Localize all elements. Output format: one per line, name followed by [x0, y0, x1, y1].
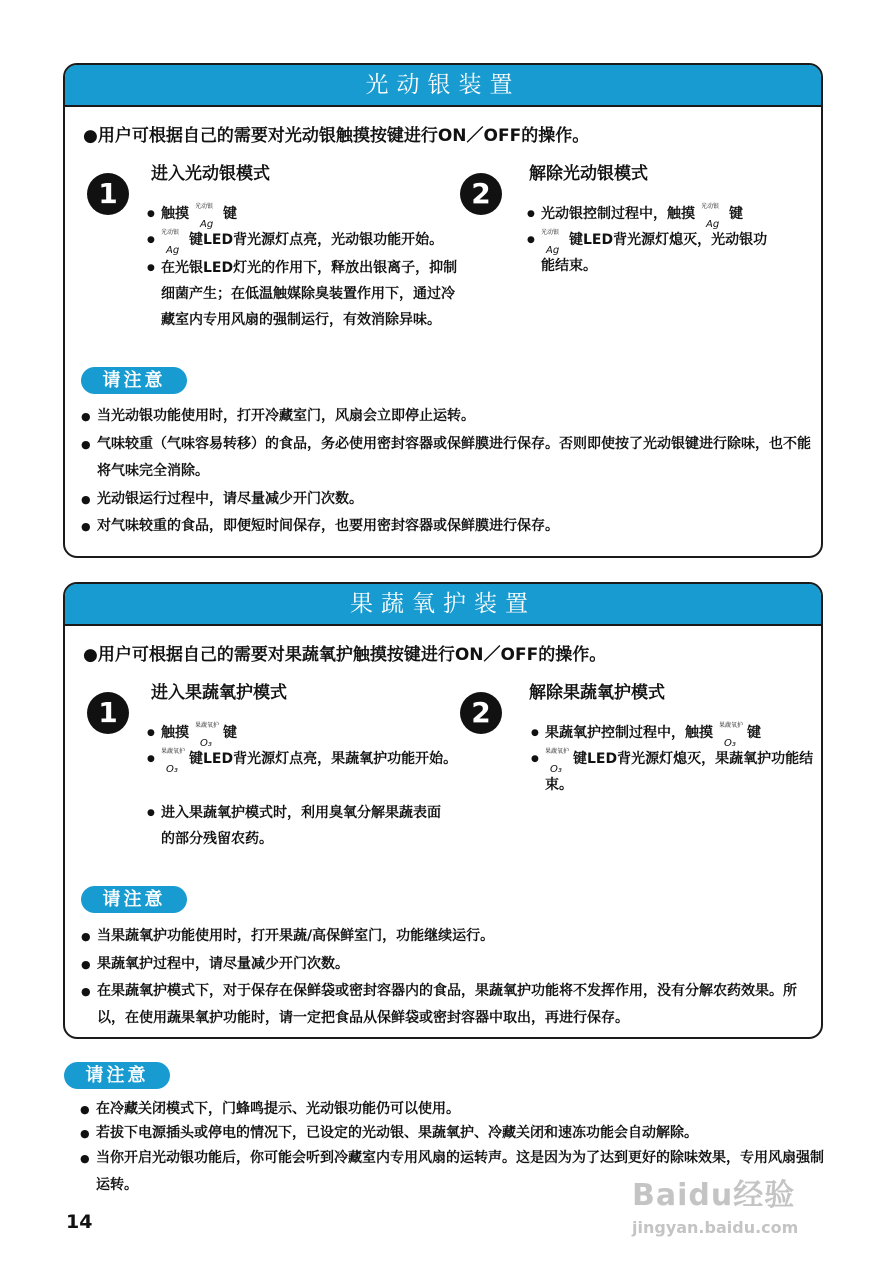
silver-key-icon: ● 光动银 Ag: [541, 229, 560, 256]
bullet-led-off: ● 果蔬氧护 O₃ 键LED背光源灯熄灭，果蔬氧护功能结束。: [531, 746, 815, 798]
bottom-notice-label: 请注意: [64, 1062, 170, 1089]
step-number-1: 1: [87, 173, 129, 215]
bullet-touch: ● 触摸 果蔬氧护 O₃ 键: [147, 720, 237, 746]
note-item: ● 当光动银功能使用时，打开冷藏室门，风扇会立即停止运转。: [81, 403, 817, 430]
bullet-effect: ● 进入果蔬氧护模式时，利用臭氧分解果蔬表面的部分残留农药。: [147, 800, 451, 852]
step-heading: 解除光动银模式: [529, 164, 648, 184]
step-number-2: 2: [460, 692, 502, 734]
step-number-1: 1: [87, 692, 129, 734]
note-item: ● 对气味较重的食品，即便短时间保存，也要用密封容器或保鲜膜进行保存。: [81, 513, 817, 540]
ozone-key-icon[interactable]: 果蔬氧护 O₃: [195, 722, 220, 749]
bullet-led-on: ● 光动银 Ag 键LED背光源灯点亮，光动银功能开始。: [147, 227, 471, 253]
note-item: ● 当果蔬氧护功能使用时，打开果蔬/高保鲜室门，功能继续运行。: [81, 923, 817, 950]
section-title: 果蔬氧护装置: [65, 584, 821, 626]
note-item: ● 光动银运行过程中，请尽量减少开门次数。: [81, 486, 817, 513]
page-number: 14: [66, 1211, 93, 1233]
note-item: ● 在冷藏关闭模式下，门蜂鸣提示、光动银功能仍可以使用。: [80, 1096, 831, 1123]
watermark: [632, 1170, 798, 1237]
step-heading: 进入光动银模式: [151, 164, 270, 184]
note-item: ● 气味较重（气味容易转移）的食品，务必使用密封容器或保鲜膜进行保存。否则即使按了光动银键进行除味，也不能将气味完全消除。: [81, 431, 817, 485]
watermark-url: jingyan.baidu.com: [632, 1218, 799, 1237]
bullet-effect: ● 在光银LED灯光的作用下，释放出银离子，抑制细菌产生；在低温触媒除臭装置作用下，通过冷藏室内专用风扇的强制运行，有效消除异味。: [147, 255, 461, 333]
silver-key-icon: ● 光动银 Ag: [161, 229, 180, 256]
section-lead: ●用户可根据自己的需要对光动银触摸按键进行ON／OFF的操作。: [83, 126, 590, 146]
bullet-led-on: ● 果蔬氧护 O₃ 键LED背光源灯点亮，果蔬氧护功能开始。: [147, 746, 461, 772]
step-heading: 进入果蔬氧护模式: [151, 683, 287, 703]
silver-key-icon[interactable]: 光动银 Ag: [701, 203, 720, 230]
step-heading: 解除果蔬氧护模式: [529, 683, 665, 703]
bullet-control: ● 果蔬氧护控制过程中，触摸 果蔬氧护 O₃ 键: [531, 720, 761, 746]
notice-label: 请注意: [81, 886, 187, 913]
ozone-key-icon: ● 果蔬氧护 O₃: [161, 748, 186, 775]
note-item: ● 在果蔬氧护模式下，对于保存在保鲜袋或密封容器内的食品，果蔬氧护功能将不发挥作用，没有分解农药效果。所以，在使用蔬果氧护功能时，请一定把食品从保鲜袋或密封容器中取出，再进行保存。: [81, 978, 817, 1032]
bullet-led-off: ● 光动银 Ag 键LED背光源灯熄灭，光动银功能结束。: [527, 227, 781, 279]
bullet-touch: ● 触摸 光动银 Ag 键: [147, 201, 237, 227]
watermark-brand: Baidu经验: [632, 1178, 796, 1213]
section-title: 光动银装置: [65, 65, 821, 107]
note-item: ● 果蔬氧护过程中，请尽量减少开门次数。: [81, 951, 817, 978]
step-number-2: 2: [460, 173, 502, 215]
silver-key-icon[interactable]: 光动银 Ag: [195, 203, 214, 230]
note-item: ● 当你开启光动银功能后，你可能会听到冷藏室内专用风扇的运转声。这是因为为了达到更好的除味效果，专用风扇强制运转。: [80, 1145, 831, 1199]
section-ozone: [63, 582, 823, 1039]
bullet-control: ● 光动银控制过程中，触摸 光动银 Ag 键: [527, 201, 743, 227]
ozone-key-icon: ● 果蔬氧护 O₃: [545, 748, 570, 775]
notice-label: 请注意: [81, 367, 187, 394]
note-item: ● 若拔下电源插头或停电的情况下，已设定的光动银、果蔬氧护、冷藏关闭和速冻功能会自动解除。: [80, 1120, 831, 1147]
ozone-key-icon[interactable]: 果蔬氧护 O₃: [719, 722, 744, 749]
section-lead: ●用户可根据自己的需要对果蔬氧护触摸按键进行ON／OFF的操作。: [83, 645, 607, 665]
section-silver: [63, 63, 823, 558]
